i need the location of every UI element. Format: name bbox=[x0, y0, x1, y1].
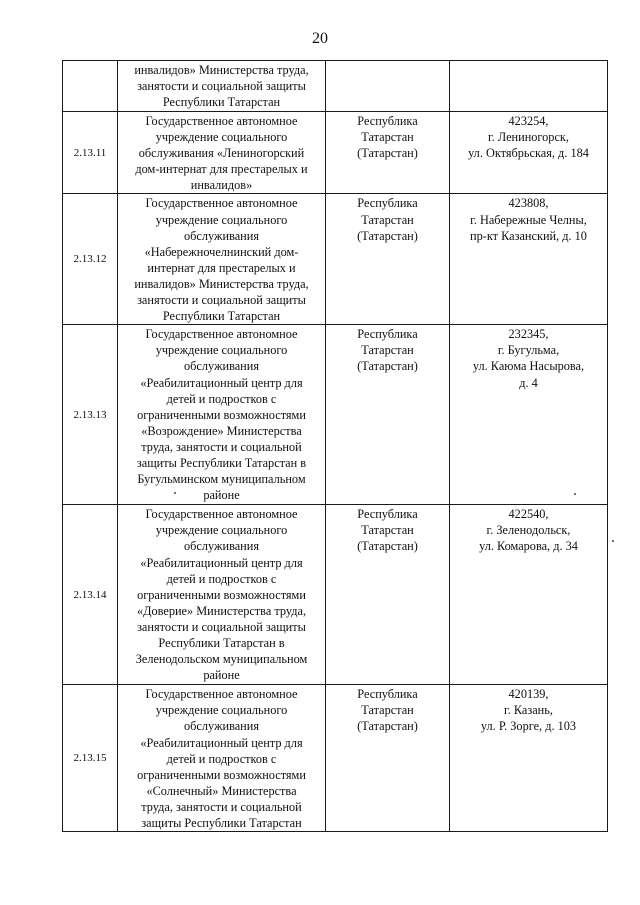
name-line: «Реабилитационный центр для bbox=[140, 375, 303, 390]
name-line: учреждение социального bbox=[155, 212, 288, 227]
address-cell bbox=[450, 112, 608, 194]
address-line: ул. Октябрьская, д. 184 bbox=[468, 146, 589, 161]
page-number: 20 bbox=[312, 30, 328, 47]
name-line: Государственное автономное bbox=[145, 327, 298, 342]
name-line: районе bbox=[203, 488, 240, 503]
region-line: Татарстан bbox=[361, 212, 414, 227]
row-number-cell: 2.13.14 bbox=[63, 505, 118, 685]
table-row bbox=[63, 61, 608, 112]
name-line: «Набережночелнинский дом- bbox=[144, 244, 299, 259]
name-line: Государственное автономное bbox=[145, 114, 298, 128]
address-line: ул. Р. Зорге, д. 103 bbox=[480, 719, 577, 734]
region-line: Республика bbox=[357, 114, 418, 128]
name-cell bbox=[118, 194, 326, 325]
name-line: обслуживания bbox=[184, 719, 259, 734]
name-cell bbox=[118, 685, 326, 832]
name-cell bbox=[118, 112, 326, 194]
region-line: Республика bbox=[357, 327, 418, 342]
row-number-cell: 2.13.12 bbox=[63, 194, 118, 325]
name-line: Государственное автономное bbox=[145, 687, 298, 702]
region-line: Республика bbox=[357, 507, 418, 522]
name-line: защиты Республики Татарстан в bbox=[136, 455, 307, 470]
name-line: дом-интернат для престарелых и bbox=[135, 162, 308, 177]
region-line: Татарстан bbox=[361, 130, 414, 145]
name-line: Государственное автономное bbox=[145, 507, 298, 522]
name-line: Зеленодольском муниципальном bbox=[135, 652, 308, 667]
name-line: обслуживания bbox=[184, 359, 259, 374]
name-line: «Доверие» Министерства труда, bbox=[136, 603, 307, 618]
address-line: 423254, bbox=[508, 114, 549, 128]
name-line: ограниченными возможностями bbox=[137, 407, 306, 422]
name-line: учреждение социального bbox=[155, 343, 288, 358]
institutions-table bbox=[62, 60, 608, 832]
name-line: детей и подростков с bbox=[166, 571, 277, 586]
region-line: Республика bbox=[357, 196, 418, 211]
address-line: 422540, bbox=[508, 507, 549, 522]
table-row bbox=[63, 194, 608, 325]
row-number-cell bbox=[63, 61, 118, 112]
name-line: учреждение социального bbox=[155, 523, 288, 538]
name-cell bbox=[118, 325, 326, 505]
region-cell bbox=[326, 112, 450, 194]
region-line: Татарстан bbox=[361, 703, 414, 718]
name-cell bbox=[118, 61, 326, 112]
address-line: ул. Каюма Насырова, bbox=[472, 359, 585, 374]
name-line: инвалидов» bbox=[190, 178, 253, 193]
address-cell bbox=[450, 194, 608, 325]
name-line: учреждение социального bbox=[155, 703, 288, 718]
row-number-cell: 2.13.11 bbox=[63, 112, 118, 194]
name-line: труда, занятости и социальной bbox=[141, 439, 302, 454]
region-cell bbox=[326, 61, 450, 112]
address-line: д. 4 bbox=[519, 375, 538, 390]
region-line: (Татарстан) bbox=[357, 228, 418, 243]
address-line: г. Зеленодольск, bbox=[486, 523, 571, 538]
address-cell bbox=[450, 505, 608, 685]
region-cell bbox=[326, 194, 450, 325]
address-line: 232345, bbox=[508, 327, 549, 342]
region-cell bbox=[326, 685, 450, 832]
name-line: Республики Татарстан bbox=[162, 95, 281, 110]
scan-speck bbox=[174, 492, 176, 494]
name-line: ограниченными возможностями bbox=[137, 587, 306, 602]
address-line: г. Лениногорск, bbox=[488, 130, 569, 145]
scan-speck bbox=[612, 540, 614, 542]
name-line: ограниченными возможностями bbox=[137, 767, 306, 782]
name-line: инвалидов» Министерства труда, bbox=[134, 63, 309, 77]
region-line: (Татарстан) bbox=[357, 146, 418, 161]
region-line: Татарстан bbox=[361, 343, 414, 358]
address-cell bbox=[450, 325, 608, 505]
region-line: (Татарстан) bbox=[357, 539, 418, 554]
name-cell bbox=[118, 505, 326, 685]
name-line: Бугульминском муниципальном bbox=[137, 472, 306, 487]
name-line: инвалидов» Министерства труда, bbox=[134, 276, 309, 291]
name-line: защиты Республики Татарстан bbox=[141, 815, 302, 830]
name-line: обслуживания «Лениногорский bbox=[138, 146, 305, 161]
address-line: г. Казань, bbox=[504, 703, 553, 718]
name-line: занятости и социальной защиты bbox=[137, 293, 306, 308]
address-line: ул. Комарова, д. 34 bbox=[479, 539, 578, 554]
address-line: г. Бугульма, bbox=[497, 343, 560, 358]
name-line: «Реабилитационный центр для bbox=[140, 555, 303, 570]
row-number-cell: 2.13.15 bbox=[63, 685, 118, 832]
address-cell bbox=[450, 61, 608, 112]
row-number-cell: 2.13.13 bbox=[63, 325, 118, 505]
table-row bbox=[63, 505, 608, 685]
name-line: труда, занятости и социальной bbox=[141, 799, 302, 814]
address-line: пр-кт Казанский, д. 10 bbox=[470, 228, 587, 243]
name-line: Государственное автономное bbox=[145, 196, 298, 211]
region-line: (Татарстан) bbox=[357, 359, 418, 374]
address-line: 423808, bbox=[508, 196, 549, 211]
name-line: обслуживания bbox=[184, 539, 259, 554]
region-cell bbox=[326, 325, 450, 505]
address-line: г. Набережные Челны, bbox=[470, 212, 587, 227]
table-row bbox=[63, 112, 608, 194]
name-line: детей и подростков с bbox=[166, 391, 277, 406]
name-line: Республики Татарстан в bbox=[158, 635, 285, 650]
name-line: «Возрождение» Министерства bbox=[141, 423, 302, 438]
scan-speck bbox=[574, 493, 576, 495]
name-line: Республики Татарстан bbox=[162, 309, 281, 324]
name-line: детей и подростков с bbox=[166, 751, 277, 766]
address-cell bbox=[450, 685, 608, 832]
name-line: обслуживания bbox=[184, 228, 259, 243]
name-line: «Реабилитационный центр для bbox=[140, 735, 303, 750]
name-line: «Солнечный» Министерства bbox=[146, 783, 297, 798]
region-line: Татарстан bbox=[361, 523, 414, 538]
region-cell bbox=[326, 505, 450, 685]
region-line: (Татарстан) bbox=[357, 719, 418, 734]
name-line: интернат для престарелых и bbox=[147, 260, 296, 275]
name-line: районе bbox=[203, 668, 240, 683]
table-row bbox=[63, 685, 608, 832]
table-row bbox=[63, 325, 608, 505]
name-line: занятости и социальной защиты bbox=[137, 79, 306, 94]
address-line: 420139, bbox=[508, 687, 549, 702]
table-body bbox=[63, 61, 608, 832]
name-line: занятости и социальной защиты bbox=[137, 619, 306, 634]
name-line: учреждение социального bbox=[155, 130, 288, 145]
region-line: Республика bbox=[357, 687, 418, 702]
